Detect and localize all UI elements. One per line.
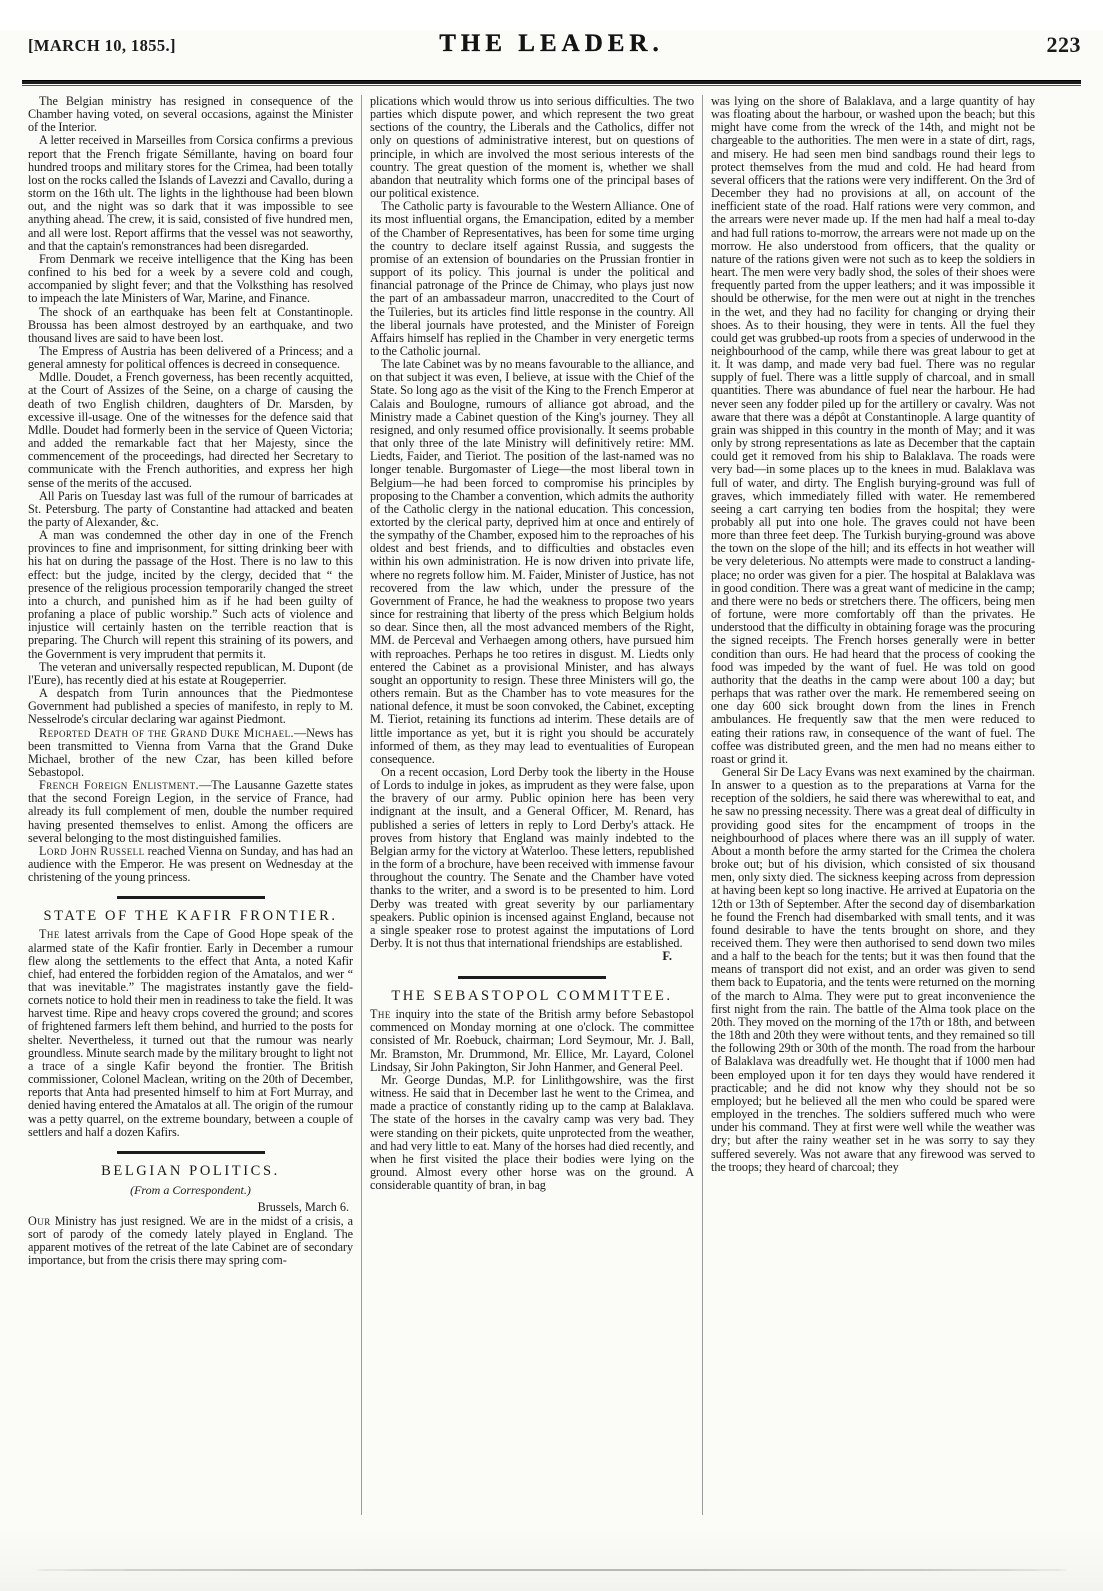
paragraph-lead-in: Reported Death of the Grand Duke Michael. <box>39 725 295 740</box>
paragraph-body: A letter received in Marseilles from Corsica confirms a previous report that the French frigate Sémillante, having on board four hundred troops and military stores for the Crimea, had been totally lost on the rocks called the Islands of Lavezzi and Cavallo, during a storm on the 16th ult. The lights in the lighthouse had been blown out, and the night was so dark that it was impossible to see anything ahead. The crew, it is said, consisted of five hundred men, and all were lost. Report affirms that the vessel was not seaworthy, and that the captain's remonstrances had been disregarded. <box>28 133 353 253</box>
paragraph-body: A despatch from Turin announces that the Piedmontese Government had published a species of manifesto, in reply to M. Nesselrode's circular declaring war against Piedmont. <box>28 686 353 727</box>
article-paragraph <box>28 529 353 661</box>
paragraph-lead-in: Lord John Russell <box>39 843 145 858</box>
page-title: THE LEADER. <box>439 30 664 57</box>
article-paragraph <box>28 490 353 529</box>
section-divider <box>458 976 606 979</box>
paragraph-body: The veteran and universally respected republican, M. Dupont (de l'Eure), has recently died at his estate at Rougeperrier. <box>28 659 353 687</box>
article-paragraph <box>28 727 353 780</box>
article-paragraph <box>370 200 694 358</box>
article-paragraph <box>370 1008 694 1074</box>
paragraph-body: —News has been transmitted to Vienna from Varna that the Grand Duke Michael, brother of the new Czar, has been killed before Sebastopol. <box>28 725 353 779</box>
section-subheading: (From a Correspondent.) <box>130 1182 251 1197</box>
masthead-rule-thin <box>22 85 1081 86</box>
correspondent-signature: F. <box>662 949 672 964</box>
paragraph-body: The Belgian ministry has resigned in consequence of the Chamber having voted, on several occasions, against the Minister of the Interior. <box>28 94 353 135</box>
dateline: Brussels, March 6. <box>257 1199 349 1214</box>
column-2 <box>361 95 702 1515</box>
section-divider <box>117 1151 265 1154</box>
paragraph-body: latest arrivals from the Cape of Good Hope speak of the alarmed state of the Kafir frontier. Early in December a rumour flew along the settlements to the effect that Anta, a noted Kafir chief, had entered the forbidden region of the Amatalos, and wer “ that was inevitable.” The magistrates instantly gave the field-cornets notice to hold their men in readiness to take the field. It was harvest time. Ripe and heavy crops covered the ground; and scores of frightened farmers left them behind, and hurried to the posts for shelter. Nevertheless, it turned out that the rumour was nearly groundless. Minute search made by the military brought to light not a trace of a single Kafir beyond the frontier. The British commissioner, Colonel Maclean, writing on the 20th of December, reports that Anta had presented himself to him at Fort Murray, and denied having entered the Amatalos at all. The origin of the rumour was a petty quarrel, on the extreme boundary, between a couple of settlers and half a dozen Kafirs. <box>28 927 353 1139</box>
section-heading: THE SEBASTOPOL COMMITTEE. <box>391 988 673 1005</box>
paragraph-body: plications which would throw us into serious difficulties. The two parties which dispute power, and which represent the two great sections of the country, the Liberals and the Catholics, differ not only on questions of administrative interest, but on questions of principle, in which are involved the most serious interests of the country. The great question of the moment is, whether we shall abandon that neutrality which forms one of the principal bases of our political existence. <box>370 94 694 201</box>
paragraph-body: General Sir De Lacy Evans was next examined by the chairman. In answer to a question as to the preparations at Varna for the reception of the soldiers, he said there was wherewithal to eat, and he saw no pressing necessity. There was a great deal of difficulty in providing good sites for the encampment of troops in the neighbourhood of places where there was an ill supply of water. About a month before the army started for the Crimea the cholera broke out; but of his division, which consisted of six thousand men, only sixty died. The sickness keeping across from depression at having been kept so long inactive. He arrived at Eupatoria on the 12th or 13th of September. After the second day of disembarkation he found the French had disembarked with small tents, and it was found desirable to have the tents brought on shore, and they received them. They were then authorised to send down two miles and a half to the beach for the tents; but it was then found that the means of transport did not exist, and an order was given to send them back to Eupatoria, and the tents were returned on the morning of the march to Alma. They were put to great inconvenience the first night from the rain. The battle of the Alma took place on the 20th. They moved on the morning of the 17th or 18th, and between the 18th and 20th they were without tents, and they remained so till the following 29th or 30th of the month. The road from the harbour of Balaklava was dreadfully wet. He thought that if 1000 men had been employed upon it for ten days they would have rendered it practicable; and he did not know why they should not be so employed; but he believed all the men who could be spared were employed in the trenches. The soldiers suffered much who were under his command. They at first were well while the weather was dry; but after the rainy weather set in he was sorry to say they suffered severely. Was not aware that any firewood was served to the troops; they heard of charcoal; they <box>711 764 1035 1174</box>
paragraph-body: On a recent occasion, Lord Derby took the liberty in the House of Lords to indulge in jokes, as imprudent as they were false, upon the bravery of our army. Public opinion here has been very indignant at the insult, and a General Officer, M. Renard, has published a series of letters in reply to Lord Derby's attack. He proves from history that England was mainly indebted to the Belgian army for the victory at Waterloo. These letters, republished in the form of a brochure, have been received with immense favour throughout the country. The Senate and the Chamber have voted thanks to the writer, and a sword is to be presented to him. Lord Derby was treated with great severity by our parliamentary speakers. Public opinion is incensed against England, because not a single speaker rose to protest against the imputations of Lord Derby. It is not thus that international friendships are established. <box>370 764 694 950</box>
page-edge-shading <box>0 1527 1103 1591</box>
article-paragraph <box>370 766 694 950</box>
issue-date: [MARCH 10, 1855.] <box>28 36 176 55</box>
paragraph-body: inquiry into the state of the British army before Sebastopol commenced on Monday morning at one o'clock. The committee consisted of Mr. Roebuck, chairman; Lord Seymour, Mr. J. Ball, Mr. Bramston, Mr. Drummond, Mr. Ellice, Mr. Layard, Colonel Lindsay, Sir John Pakington, Sir John Hanmer, and General Peel. <box>370 1007 694 1074</box>
section-heading: BELGIAN POLITICS. <box>101 1162 280 1179</box>
article-paragraph <box>711 95 1035 766</box>
article-paragraph <box>370 95 694 200</box>
section-divider <box>117 896 265 899</box>
page-number: 223 <box>1046 32 1081 57</box>
article-paragraph <box>28 371 353 489</box>
article-paragraph <box>28 134 353 252</box>
article-paragraph <box>711 766 1035 1174</box>
article-paragraph <box>28 1215 353 1268</box>
paragraph-body: Mdlle. Doudet, a French governess, has been recently acquitted, at the Court of Assizes of the Seine, on a charge of causing the death of two English children, daughters of Dr. Marsden, by excessive ill-usage. One of the witnesses for the defence said that Mdlle. Doudet had formerly been in the service of Queen Victoria; and added the remarkable fact that her Majesty, since the commencement of the proceedings, had directed her Secretary to communicate with the French authorities, and express her high sense of the merits of the accused. <box>28 370 353 490</box>
paragraph-body: Ministry has just resigned. We are in the midst of a crisis, a sort of parody of the comedy lately played in England. The apparent motives of the retreat of the late Cabinet are of secondary importance, but from the crisis there may spring com- <box>28 1213 353 1268</box>
paragraph-body: Mr. George Dundas, M.P. for Linlithgowshire, was the first witness. He said that in December last he went to the Crimea, and made a practice of constantly riding up to the camp at Balaklava. The state of the horses in the cavalry camp was very bad. They were standing on their pickets, quite unprotected from the weather, and had very little to eat. Many of the horses had died recently, and when he first visited the place their bodies were lying on the ground. Almost every other horse was on the ground. A considerable quantity of bran, in bag <box>370 1072 694 1193</box>
article-paragraph <box>28 928 353 1139</box>
paragraph-lead-in: French Foreign Enlistment. <box>39 778 200 793</box>
paragraph-body: From Denmark we receive intelligence that the King has been confined to his bed for a week by a severe cold and cough, accompanied by slight fever; and that the Volksthing has resolved to impeach the late Ministers of War, Marine, and Finance. <box>28 251 353 306</box>
masthead-rule <box>22 80 1081 84</box>
article-paragraph <box>28 306 353 345</box>
paragraph-body: The Catholic party is favourable to the Western Alliance. One of its most influential organs, the Emancipation, edited by a member of the Chamber of Representatives, has been for some time urging the country to declare itself against Russia, and suggests the promise of an extension of boundaries on the Prussian frontier in support of its policy. This journal is under the political and financial patronage of the Prince de Chimay, who plays just now the part of an ambassadeur marron, unaccredited to the Court of the Tuileries, but its articles find little response in the country. All the liberal journals have protested, and the Minister of Foreign Affairs himself has replied in the Chamber in very energetic terms to the Catholic journal. <box>370 199 694 358</box>
paragraph-lead-in: The <box>39 927 60 942</box>
paragraph-body: —The Lausanne Gazette states that the second Foreign Legion, in the service of France, had already its full complement of men, double the number required having presented themselves to enlist. Among the officers are several belonging to the most distinguished families. <box>28 778 354 845</box>
article-paragraph <box>28 95 353 134</box>
paragraph-body: The shock of an earthquake has been felt at Constantinople. Broussa has been almost destroyed by an earthquake, and two thousand lives are said to have been lost. <box>28 304 353 345</box>
paragraph-lead-in: Our <box>28 1213 51 1228</box>
article-paragraph <box>370 1074 694 1192</box>
paragraph-body: A man was condemned the other day in one of the French provinces to fine and imprisonment, for sitting drinking beer with his hat on during the passage of the Host. There is no law to this effect: but the judge, incited by the clergy, decided that “ the presence of the religious procession temporarily changed the street into a church, and punished him as if he had been guilty of profaning a place of public worship.” Such acts of violence and injustice will certainly hasten on the terrible reaction that is preparing. The Church will repent this straining of its powers, and the Government is very imprudent that permits it. <box>28 528 353 661</box>
article-paragraph <box>28 845 353 884</box>
article-paragraph <box>28 661 353 687</box>
article-paragraph <box>28 779 353 845</box>
column-3 <box>702 95 1043 1515</box>
paragraph-body: reached Vienna on Sunday, and has had an audience with the Emperor. He was present on Wednesday at the christening of the young princess. <box>28 843 353 885</box>
paragraph-body: The late Cabinet was by no means favourable to the alliance, and on that subject it was even, I believe, at issue with the Chief of the State. So long ago as the visit of the King to the French Emperor at Calais and Boulogne, rumours of alliance got abroad, and the Ministry made a Cabinet question of the King's journey. They all resigned, and only resumed office provisionally. It seems probable that only three of the late Ministry will definitively retire: MM. Liedts, Faider, and Tieriot. The position of the last-named was no longer tenable. Burgomaster of Liege—the most liberal town in Belgium—he had been forced to compromise his principles by proposing to the Chamber a convention, which admits the authority of the Catholic clergy in the national education. This concession, extorted by the clerical party, deprived him at once and entirely of the sympathy of the Chamber, exposed him to the reproaches of his oldest and best friends, and to difficulties and obstacles even within his own administration. He is now driven into private life, where no regrets follow him. M. Faider, Minister of Justice, has not recovered from the law which, under the pressure of the Government of France, he had the weakness to propose two years since for restraining that liberty of the press which Belgium holds so dear. Since then, all the most advanced members of the Right, MM. de Perceval and Verhaegen among others, have pursued him with reproaches. Perhaps he too retires in disgust. M. Liedts only entered the Cabinet as a provisional Minister, and has always sought an opportunity to resign. These three Ministers will go, the others remain. But as the Chamber has to vote measures for the national defence, it must be soon convoked, the Cabinet, excepting M. Tieriot, retaining its functions ad interim. These details are of little importance as yet, but it is right you should be accurately informed of them, as they may lead to eventualities of European consequence. <box>370 357 694 766</box>
paragraph-body: was lying on the shore of Balaklava, and a large quantity of hay was floating about the harbour, or washed upon the beach; but this might have come from the wreck of the 14th, and might not be chargeable to the authorities. The men were in a state of dirt, rags, and misery. He had seen men bind sandbags round their legs to protect themselves from the mud and cold. He had heard from several officers that the rations were very indifferent. On the 3rd of December they had no provisions at all, on account of the inefficient state of the road. Half rations were very common, and the arrears were never made up. If the men had half a meal to-day and had full rations to-morrow, the arrears were not made up on the morrow. He also understood from officers, that the quality or nature of the rations given were not such as to keep the soldiers in heart. The men were very badly shod, the soles of their shoes were frequently parted from the upper leathers; and it was impossible it should be otherwise, for the men were out at night in the trenches in the wet, and they had no facility for changing or drying their shoes. As to their housing, they were in tents. All the fuel they could get was grubbed-up roots from a species of underwood in the neighbourhood of the camp, while there was great labour to get at it. It was damp, and made very bad fuel. There was no regular supply of fuel. There was a little supply of charcoal, and in small quantities. There was abundance of fuel near the harbour. He had never seen any fodder piled up for the artillery or cavalry. Was not aware that there was a dépôt at Constantinople. A large quantity of grain was shipped in this country in the month of May; and it was only by strong representations as late as December that the captain could get it removed from his ship to Balaklava. The roads were very bad—in some places up to the knees in mud. Balaklava was full of water, and dirty. The English burying-ground was full of graves, which immediately filled with water. He remembered seeing a cart carrying ten bodies from the hospital; they were probably all put into one hole. The graves could not have been more than three feet deep. The Turkish burying-ground was above the town on the slope of the hill; and its effects in hot weather will be very deleterious. No attempts were made to construct a landing-place; no order was given for a pier. The hospital at Balaklava was in good condition. There was a great want of medicine in the camp; and there were no beds or stretchers there. The officers, being men of fortune, were more comfortably off than the privates. He understood that the difficulty in obtaining forage was the procuring the signed receipts. The French horses generally were in better condition than ours. He had heard that the process of cooking the food was impeded by the want of fuel. He was told on good authority that the deaths in the camp were about 100 a day; but perhaps that was rather over the mark. He remembered seeing on one day 600 sick brought down from the lines in French ambulances. He frequently saw that the men were reduced to eating their rations raw, in consequence of the want of fuel. The coffee was distributed green, and the men had no means either to roast or grind it. <box>711 94 1035 766</box>
article-paragraph <box>28 345 353 371</box>
page-bottom-edge <box>36 1569 1067 1571</box>
newspaper-page <box>0 30 1103 1591</box>
paragraph-lead-in: The <box>370 1007 391 1022</box>
paragraph-body: The Empress of Austria has been delivered of a Princess; and a general amnesty for political offences is decreed in consequence. <box>28 343 353 372</box>
article-paragraph <box>28 687 353 726</box>
paragraph-body: All Paris on Tuesday last was full of the rumour of barricades at St. Petersburg. The party of Constantine had attacked and beaten the party of Alexander, &c. <box>28 488 353 529</box>
masthead <box>22 30 1081 78</box>
article-columns <box>20 95 1083 1515</box>
article-paragraph <box>370 358 694 766</box>
section-heading: STATE OF THE KAFIR FRONTIER. <box>43 908 338 925</box>
article-paragraph <box>28 253 353 306</box>
column-1 <box>20 95 361 1515</box>
